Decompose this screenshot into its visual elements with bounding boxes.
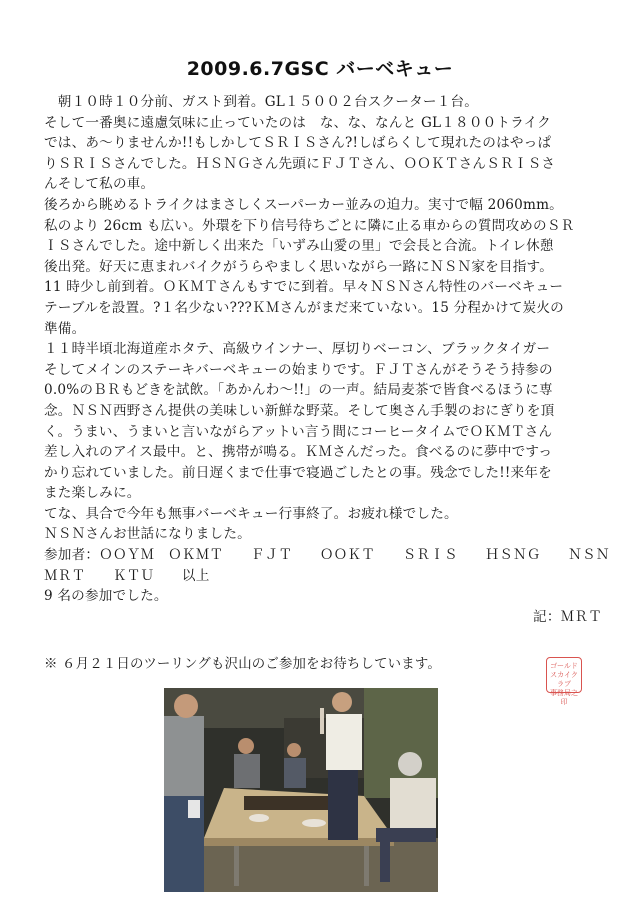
paragraph-line: 私のより 26cm も広い。外環を下り信号待ちごとに隣に止る車からの質問攻めのＳＲ — [44, 217, 575, 234]
stamp-line: スカイクラブ — [550, 671, 578, 688]
paragraph-line: また楽しみに。 — [44, 485, 141, 502]
signature: 記：ＭＲＴ — [533, 608, 602, 625]
paragraph-line: では、あ～りませんか!!もしかしてＳＲＩＳさん?!しばらくして現れたのはやっぱ — [44, 135, 552, 152]
paragraph-line: 準備。 — [44, 320, 86, 337]
paragraph-line: く。うまい、うまいと言いながらアットい言う間にコーヒータイムでＯＫＭＴさん — [44, 423, 553, 440]
paragraph-line: 朝１０時１０分前、ガスト到着。GL１５００２台スクーター１台。 — [44, 94, 479, 110]
paragraph-line: 11 時少し前到着。ＯＫＭＴさんもすでに到着。早々ＮＳＮさん特性のバーベキュー — [44, 279, 564, 296]
paragraph-line: かり忘れていました。前日遅くまで仕事で寝過ごしたとの事。残念でした!!来年を — [44, 464, 552, 481]
paragraph-line: ＮＳＮさんお世話になりました。 — [44, 526, 251, 543]
paragraph-line: 後ろから眺めるトライクはまさしくスーパーカー並みの迫力。実寸で幅 2060mm。 — [44, 196, 563, 213]
participants-line: ＭＲＴ ＫＴＵ 以上 — [44, 567, 210, 584]
paragraph-line: 差し入れのアイス最中。と、携帯が鳴る。ＫＭさんだった。食べるのに夢中ですっ — [44, 444, 553, 461]
paragraph-line: １１時半頃北海道産ホタテ、高級ウインナー、厚切りベーコン、ブラックタイガー — [44, 341, 551, 358]
paragraph-line: 後出発。好天に恵まれバイクがうらやましく思いながら一路にＮＳＮ家を目指す。 — [44, 258, 554, 275]
paragraph-line: そして一番奥に遠慮気味に止っていたのは な、な、なんと GL１８００トライク — [44, 114, 551, 131]
paragraph-line: てな、具合で今年も無事バーベキュー行事終了。お疲れ様でした。 — [44, 505, 458, 522]
article-body — [44, 92, 610, 627]
page-title: 2009.6.7GSC バーベキュー — [186, 58, 454, 80]
bbq-photo — [164, 688, 438, 892]
participants-line: 参加者：ＯＯＹＭ ＯＫＭＴ ＦＪＴ ＯＯＫＴ ＳＲＩＳ ＨＳＮＧ ＮＳＮ — [44, 547, 610, 564]
club-seal-stamp — [546, 657, 582, 706]
paragraph-line: ＩＳさんでした。途中新しく出来た「いずみ山愛の里」で会長と合流。トイレ休憩 — [44, 238, 554, 255]
paragraph-line: テーブルを設置。?１名少ない???ＫＭさんがまだ来ていない。15 分程かけて炭火の — [44, 299, 564, 316]
paragraph-line: 9 名の参加でした。 — [44, 588, 168, 605]
paragraph-line: んそして私の車。 — [44, 176, 155, 193]
paragraph-line: 0.0%のＢＲもどきを試飲。「あかんわ～!!」の一声。結局麦茶で皆食べるほうに専 — [44, 382, 553, 399]
stamp-line: 事務局之印 — [550, 689, 578, 706]
paragraph-line: りＳＲＩＳさんでした。ＨＳＮＧさん先頭にＦＪＴさん、ＯＯＫＴさんＳＲＩＳさ — [44, 155, 556, 172]
stamp-line: ゴールド — [550, 662, 578, 670]
paragraph-line: 念。ＮＳＮ西野さん提供の美味しい新鮮な野菜。そして奥さん手製のおにぎりを頂 — [44, 402, 555, 419]
notice-text: ※ ６月２１日のツーリングも沢山のご参加をお待ちしています。 — [44, 657, 441, 672]
paragraph-line: そしてメインのステーキバーベキューの始まりです。ＦＪＴさんがそうそう持参の — [44, 361, 553, 378]
